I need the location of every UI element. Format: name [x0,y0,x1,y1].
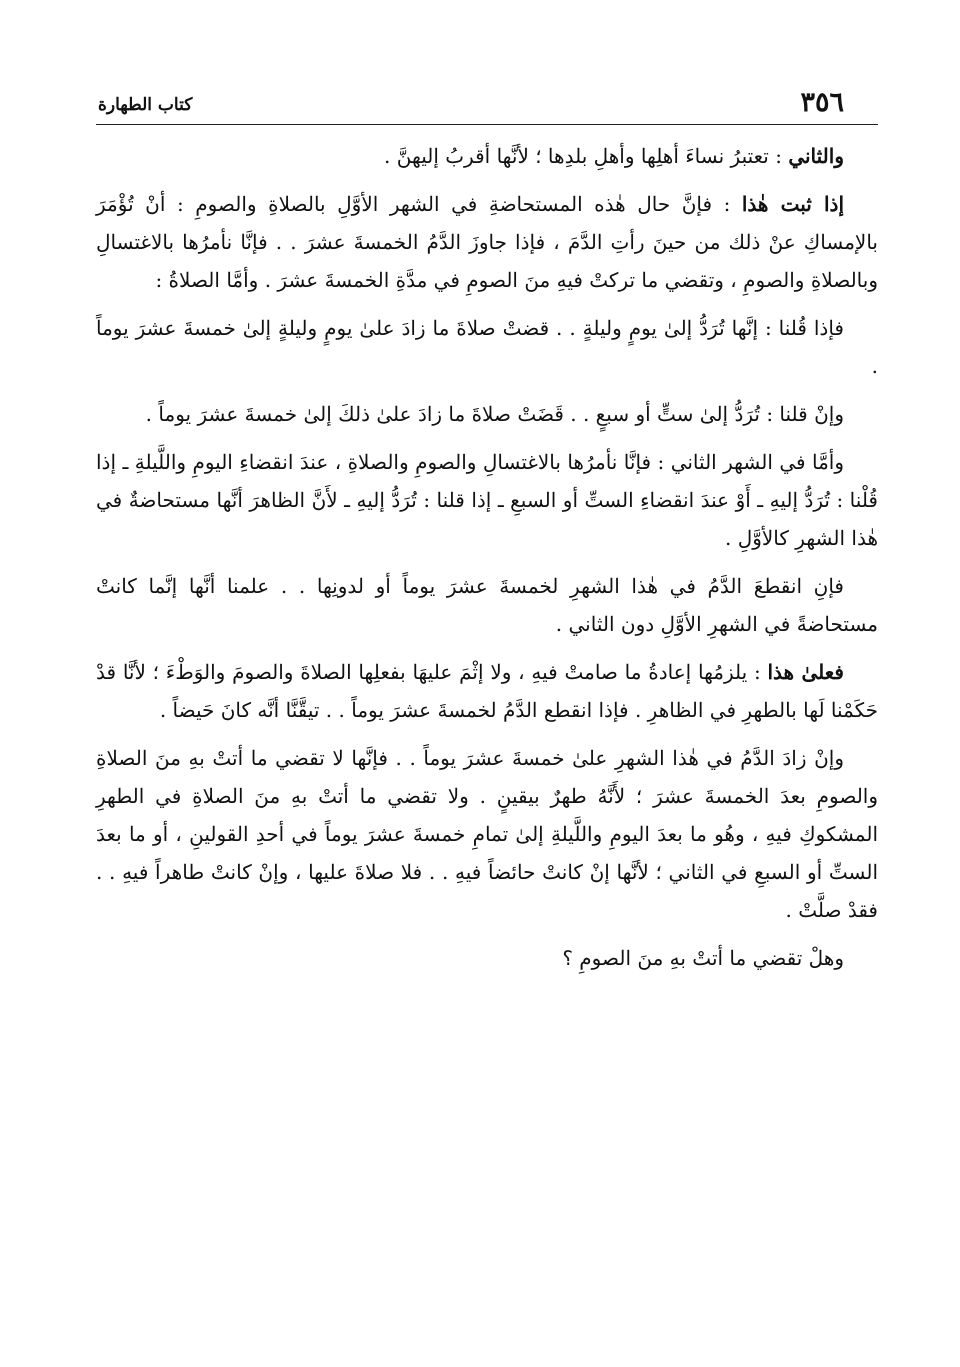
paragraph-8 [96,739,878,929]
page-number: ٣٥٦ [800,87,844,118]
paragraph-text: فإنِ انقطعَ الدَّمُ في هٰذا الشهرِ لخمسةَ عشرَ يوماً أو لدونِها . . علمنا أنَّها إنَّما كانتْ مستحاضةً في الشهرِ الأوَّلِ دون الثاني . [96,574,878,636]
paragraph-1 [96,137,878,175]
page-header [96,84,878,125]
paragraph-text: فإذا قُلنا : إنَّها تُرَدُّ إلىٰ يومٍ وليلةٍ . . قضتْ صلاةَ ما زادَ علىٰ يومٍ وليلةٍ إلىٰ خمسةَ عشرَ يوماً . [96,316,878,378]
paragraph-3 [96,309,878,385]
paragraph-9 [96,939,878,977]
paragraph-text: : يلزمُها إعادةُ ما صامتْ فيهِ ، ولا إثْمَ عليهَا بفعلِها الصلاةَ والصومَ والوَطْءَ ؛ لأنَّا قدْ حَكَمْنا لَها بالطهرِ في الظاهرِ . فإذا انقطع الدَّمُ لخمسةَ عشرَ يوماً . . تيقَّنَّا أنَّه كانَ حَيضاً . [96,660,878,722]
paragraph-2 [96,185,878,299]
paragraph-text: وهلْ تقضي ما أتتْ بهِ منَ الصومِ ؟ [562,946,844,970]
paragraph-text: : تعتبرُ نساءَ أهلِها وأهلِ بلدِها ؛ لأنَّها أقربُ إليهنَّ . [384,144,789,168]
paragraph-4 [96,395,878,433]
paragraph-6 [96,567,878,643]
paragraph-text: وإنْ زادَ الدَّمُ في هٰذا الشهرِ علىٰ خمسةَ عشرَ يوماً . . فإنَّها لا تقضي ما أتتْ بهِ منَ الصلاةِ والصومِ بعدَ الخمسةَ عشرَ ؛ لأَنَّهُ طهرٌ بيقينٍ . ولا تقضي ما أتتْ بهِ منَ الصلاةِ في الطهرِ المشكوكِ فيهِ ، وهُو ما بعدَ اليومِ واللَّيلةِ إلىٰ تمامِ خمسةَ عشرَ يوماً في أحدِ القولينِ ، أو ما بعدَ الستِّ أو السبعِ في الثاني ؛ لأنَّها إنْ كانتْ حائضاً فيهِ . . فلا صلاةَ عليها ، وإنْ كانتْ طاهراً فيهِ . . فقدْ صلَّتْ . [96,746,878,922]
page-body [96,125,878,977]
paragraph-text: وإنْ قلنا : تُرَدُّ إلىٰ ستٍّ أو سبعٍ . . قَضَتْ صلاةَ ما زادَ علىٰ ذلكَ إلىٰ خمسةَ عشرَ يوماً . [145,402,844,426]
paragraph-5 [96,443,878,557]
paragraph-lead: والثاني [788,144,844,168]
paragraph-lead: إذا ثبت هٰذا [741,192,844,216]
book-title: كتاب الطهارة [98,95,193,115]
book-page [96,84,878,987]
paragraph-7 [96,653,878,729]
paragraph-text: : فإنَّ حال هٰذه المستحاضةِ في الشهر الأوَّلِ بالصلاةِ والصومِ : أنْ تُؤْمَرَ بالإمساكِ عنْ ذلك من حينَ رأتِ الدَّمَ ، فإذا جاوزَ الدَّمُ الخمسةَ عشرَ . . فإنَّا نأمرُها بالاغتسالِ وبالصلاةِ والصومِ ، وتقضي ما تركتْ فيهِ منَ الصومِ في مدَّةِ الخمسةَ عشرَ . وأمَّا الصلاةُ : [96,192,878,292]
paragraph-lead: فعلىٰ هذا [767,660,844,684]
paragraph-text: وأمَّا في الشهر الثاني : فإنَّا نأمرُها بالاغتسالِ والصومِ والصلاةِ ، عندَ انقضاءِ اليومِ واللَّيلةِ ـ إذا قُلْنا : تُرَدُّ إليهِ ـ أَوْ عندَ انقضاءِ الستِّ أو السبعِ ـ إذا قلنا : تُرَدُّ إليهِ ـ لأَنَّ الظاهرَ أنَّها مستحاضةٌ في هٰذا الشهرِ كالأوَّلِ . [96,450,878,550]
